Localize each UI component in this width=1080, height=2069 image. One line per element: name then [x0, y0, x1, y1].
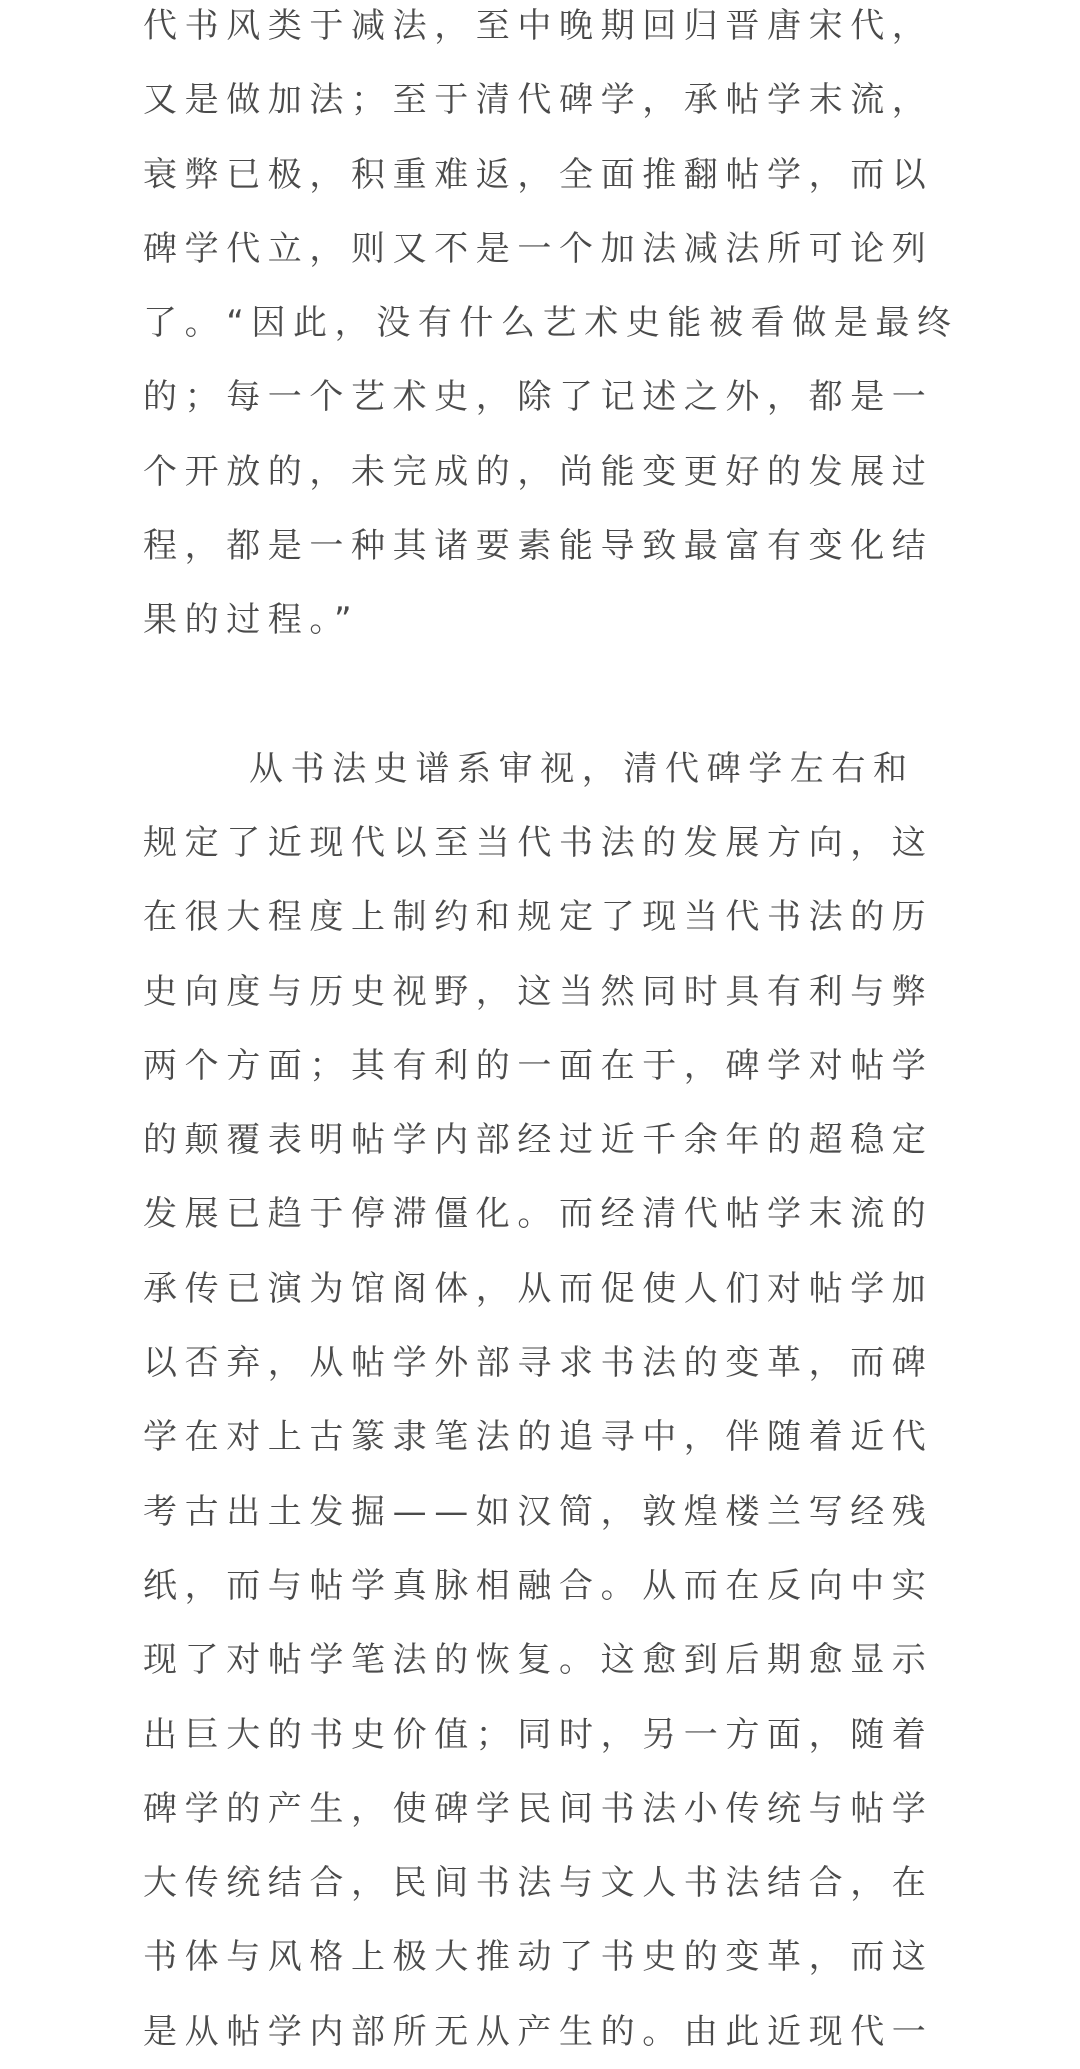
text-line: 在很大程度上制约和规定了现当代书法的历 [143, 897, 934, 938]
text-line: 史向度与历史视野，这当然同时具有利与弊 [143, 971, 934, 1012]
paragraph-2 [143, 732, 943, 2069]
text-line: 纸，而与帖学真脉相融合。从而在反向中实 [143, 1565, 934, 1606]
text-line: 衰弊已极，积重难返，全面推翻帖学，而以 [143, 154, 934, 195]
text-line: 大传统结合，民间书法与文人书法结合，在 [143, 1863, 934, 1904]
text-line: 了。“因此，没有什么艺术史能被看做是最终 [143, 303, 959, 344]
text-line: 现了对帖学笔法的恢复。这愈到后期愈显示 [143, 1640, 934, 1681]
text-line: 规定了近现代以至当代书法的发展方向，这 [143, 822, 934, 863]
paragraph-1 [143, 0, 959, 658]
text-line: 的颠覆表明帖学内部经过近千余年的超稳定 [143, 1120, 934, 1161]
text-line: 承传已演为馆阁体，从而促使人们对帖学加 [143, 1268, 934, 1309]
text-line: 学在对上古篆隶笔法的追寻中，伴随着近代 [143, 1417, 934, 1458]
text-line: 程，都是一种其诸要素能导致最富有变化结 [143, 526, 934, 567]
article-body [143, 0, 959, 2069]
text-line: 果的过程。” [143, 600, 360, 641]
text-line: 发展已趋于停滞僵化。而经清代帖学末流的 [143, 1194, 934, 1235]
text-line: 碑学的产生，使碑学民间书法小传统与帖学 [143, 1788, 934, 1829]
paragraph-spacer [143, 658, 943, 732]
text-line: 代书风类于减法，至中晚期回归晋唐宋代， [143, 6, 934, 46]
text-line: 两个方面；其有利的一面在于，碑学对帖学 [143, 1045, 934, 1086]
text-line: 个开放的，未完成的，尚能变更好的发展过 [143, 451, 934, 492]
text-line: 考古出土发掘——如汉简，敦煌楼兰写经残 [143, 1491, 934, 1532]
text-line: 碑学代立，则又不是一个加法减法所可论列 [143, 228, 934, 269]
text-line: 又是做加法；至于清代碑学，承帖学末流， [143, 80, 934, 121]
text-line: 的；每一个艺术史，除了记述之外，都是一 [143, 377, 934, 418]
text-line: 出巨大的书史价值；同时，另一方面，随着 [143, 1714, 934, 1755]
text-line: 从书法史谱系审视，清代碑学左右和 [249, 748, 915, 789]
text-line: 书体与风格上极大推动了书史的变革，而这 [143, 1937, 934, 1978]
text-line: 以否弃，从帖学外部寻求书法的变革，而碑 [143, 1343, 934, 1384]
text-line: 是从帖学内部所无从产生的。由此近现代一 [143, 2011, 934, 2052]
